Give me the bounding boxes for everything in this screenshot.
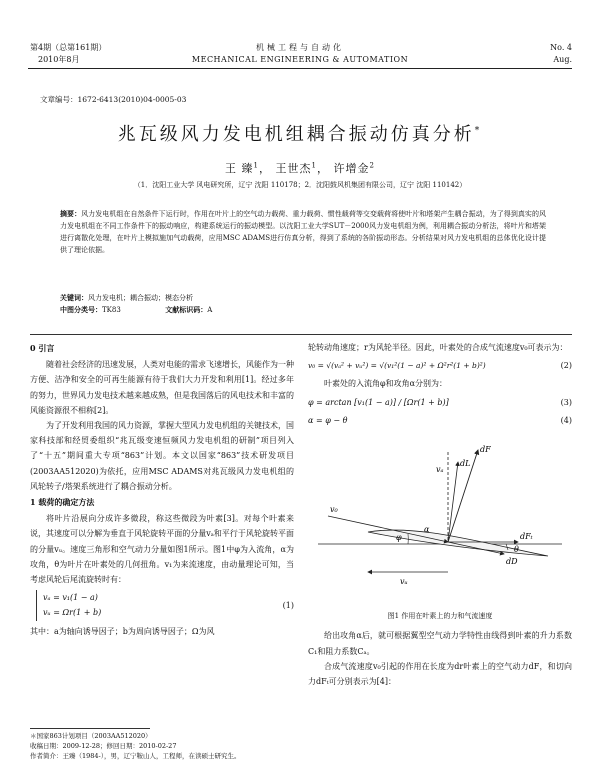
clc-label: 中图分类号： bbox=[60, 305, 102, 314]
v0-arrow bbox=[328, 516, 448, 542]
section-title: 0 引言 bbox=[30, 343, 55, 353]
paragraph: 其中：a为轴向诱导因子；b为周向诱导因子；Ω为风 bbox=[30, 626, 215, 636]
fund-note: ＊国家863计划项目（2003AA512020） bbox=[30, 732, 152, 740]
author-note: 作者简介：王臻（1984-），男，辽宁鞍山人，工程师，在读硕士研究生。 bbox=[30, 752, 241, 760]
author-sup: 1 bbox=[311, 161, 317, 170]
label-phi: φ bbox=[396, 533, 402, 543]
author-list: 王 臻$^1$， 王世杰$^1$， 许增金$^2$ bbox=[225, 161, 375, 175]
abstract-label: 摘要： bbox=[60, 209, 82, 218]
author-sup: 1 bbox=[253, 161, 260, 170]
paragraph: 合成气流速度v₀引起的作用在长度为dr叶素上的空气动力dF，和切向力dFₜ可分别表示为[4]： bbox=[308, 661, 572, 687]
equation-2 bbox=[308, 358, 572, 373]
keywords-block bbox=[60, 292, 546, 316]
paragraph: 随着社会经济的迅速发展，人类对电能的需求飞速增长，风能作为一种方便、洁净和安全的可再生能源有待于我们大力开发和利用[1]。经过多年的努力，世界风力发电技术越来越成熟，但是我国落后的风电技术和丰富的风能资源很不相称[2]。 bbox=[30, 360, 294, 415]
issue-no: No. 4 bbox=[550, 43, 572, 52]
eq4-body: α = φ − θ bbox=[308, 415, 348, 425]
paragraph: 为了开发利用我国的风力资源，掌握大型风力发电机组的关键技术，国家科技部和经贸委组织“兆瓦级变速恒频风力发电机组的研制”项目列入了“十五”期间重大专项“863”计划。本文以国家“863”技术研发项目(2003AA512020)为依托，应用MSC ADAMS对兆瓦级风力发电机组的风轮转子/塔架系统进行了耦合振动分析。 bbox=[30, 421, 294, 491]
label-theta: θ bbox=[514, 545, 519, 555]
keywords-label: 关键词： bbox=[60, 293, 88, 302]
right-column bbox=[308, 340, 572, 689]
label-vu: vᵤ bbox=[400, 577, 408, 587]
label-dD: dD bbox=[506, 557, 518, 567]
paragraph: 给出攻角α后，就可根据翼型空气动力学特性由线得到叶素的升力系数C₁和阻力系数Cₐ。 bbox=[308, 631, 572, 656]
left-column bbox=[30, 340, 294, 639]
figure-caption: 图1 作用在叶素上的力和气流速度 bbox=[387, 612, 493, 621]
abstract-text: 风力发电机组在自然条件下运行时，作用在叶片上的空气动力载荷、重力载荷、惯性载荷等交变载荷将使叶片和塔架产生耦合振动，为了得到真实的风力发电机组在不同工作条件下的振动响应，构建系统运行的振动模型。以沈阳工业大学SUT－2000风力发电机组为例，利用耦合振动分析法，将叶片和塔架进行离散化处理，在叶片上模拟施加气动载荷，应用MSC ADAMS进行仿真分析，得到了系统的各阶振动形态。分析结果对风力发电机组的总体优化设计提供了理论依据。 bbox=[60, 210, 547, 254]
title-text: 兆瓦级风力发电机组耦合振动仿真分析 bbox=[117, 124, 475, 145]
equation-3 bbox=[308, 395, 572, 410]
paragraph: 轮转动角速度；r为风轮半径。因此，叶素处的合成气流速度v₀可表示为： bbox=[308, 343, 568, 352]
header-journal bbox=[150, 42, 450, 66]
footnotes bbox=[30, 731, 330, 761]
author-name: 王 臻 bbox=[225, 162, 254, 175]
equation-4 bbox=[308, 413, 572, 428]
section-title: 1 载荷的确定方法 bbox=[30, 497, 95, 508]
equation-number: (4) bbox=[560, 415, 572, 425]
title-mark: * bbox=[474, 126, 483, 136]
figure-1 bbox=[308, 432, 572, 607]
affiliation: （1．沈阳工业大学 风电研究所，辽宁 沈阳 110178；2．沈阳鼓风机集团有限公司，辽宁 沈阳 110142） bbox=[133, 181, 467, 189]
dates-note: 收稿日期：2009-12-28；修回日期：2010-02-27 bbox=[30, 742, 177, 750]
equation-number: (2) bbox=[560, 361, 572, 371]
abstract bbox=[60, 208, 546, 256]
article-number: 文章编号：1672-6413(2010)04-0005-03 bbox=[40, 95, 187, 104]
equation-number: (1) bbox=[282, 600, 294, 610]
page-title bbox=[0, 120, 600, 146]
month: Aug. bbox=[553, 55, 572, 64]
eq2-body: v₀ = √(vₐ² + vᵤ²) = √(v₁²(1 − a)² + Ω²r²(1 + b)²) bbox=[308, 361, 486, 371]
label-va: vₐ bbox=[436, 465, 444, 475]
label-alpha: α bbox=[424, 525, 430, 535]
paragraph: 将叶片沿展向分成许多微段，称这些微段为叶素[3]。对每个叶素来说，其速度可以分解为垂直于风轮旋转平面的分量vₐ和平行于风轮旋转平面的分量vᵤ。速度三角形和空气动力分量如图1所示。图1中φ为入流角，α为攻角，θ为叶片在叶素处的几何扭角。v₁为来流速度，由动量理论可知，当考虑风轮后尾流旋转时有： bbox=[30, 514, 294, 585]
issue-cn: 第4期（总第161期） bbox=[30, 43, 107, 52]
doc-code-label: 文献标识码： bbox=[165, 305, 208, 314]
journal-en: MECHANICAL ENGINEERING & AUTOMATION bbox=[191, 55, 409, 64]
eq1-line-a: vₐ = v₁(1 − a) bbox=[43, 593, 98, 603]
force-diagram bbox=[308, 432, 572, 602]
author-name: 许增金 bbox=[333, 162, 370, 175]
dL-arrow bbox=[448, 462, 458, 542]
eq1-line-b: vᵤ = Ωr(1 + b) bbox=[43, 608, 102, 618]
eq3-body: φ = arctan [v₁(1 − a)] / [Ωr(1 + b)] bbox=[308, 397, 449, 407]
header-divider bbox=[28, 68, 572, 69]
equation-number: (3) bbox=[560, 397, 572, 407]
paragraph: 叶素处的入流角φ和攻角α分别为： bbox=[324, 379, 448, 389]
label-v0: v₀ bbox=[330, 505, 338, 515]
equation-1 bbox=[30, 590, 294, 620]
label-dL: dL bbox=[460, 459, 471, 469]
header-issue bbox=[30, 42, 106, 66]
journal-cn: 机械工程与自动化 bbox=[256, 43, 344, 52]
footnote-divider bbox=[30, 728, 150, 729]
author-sup: 2 bbox=[369, 161, 375, 170]
label-dF: dF bbox=[480, 445, 491, 455]
clc-value: TK83 bbox=[102, 306, 121, 314]
author-name: 王世杰 bbox=[275, 162, 312, 175]
body-divider bbox=[30, 334, 572, 335]
label-dFt: dFₜ bbox=[520, 532, 533, 542]
date-cn: 2010年8月 bbox=[38, 55, 80, 64]
doc-code-value: A bbox=[207, 306, 213, 314]
header-number bbox=[550, 42, 572, 66]
keywords-text: 风力发电机；耦合振动；模态分析 bbox=[88, 294, 193, 302]
